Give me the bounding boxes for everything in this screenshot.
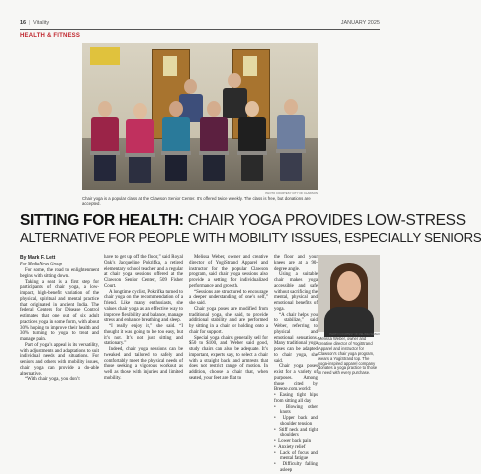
article-paragraph: “A chair helps you to stabilize,” said Weber, referring to physical and emotional sensations. Many traditional yoga poses can be adapted to chair yoga, she said. <box>274 312 318 364</box>
photo-person <box>236 101 268 187</box>
photo-person <box>88 101 122 186</box>
article-column-4 <box>274 255 318 474</box>
headline-light-1: CHAIR YOGA PROVIDES LOW-STRESS <box>187 212 466 229</box>
article-paragraph: “Sessions are structured to encourage a deeper understanding of one’s self,” she said. <box>189 289 268 306</box>
article-paragraph: “I really enjoy it,” she said. “I thought it was going to be too easy, but it’s not. It’s not just sitting and stationary.” <box>104 324 183 347</box>
list-item: • Stiff neck and tight shoulders <box>274 428 318 440</box>
header-separator: | <box>29 20 31 26</box>
byline-organization: For MediaNews Group <box>20 261 62 266</box>
photo-person <box>274 99 308 187</box>
list-item: • Lack of focus and mental fatigue <box>274 451 318 463</box>
headline-bold: SITTING FOR HEALTH: <box>20 212 184 229</box>
article-paragraph: the floor and your knees are at a 90-degree angle. <box>274 255 318 272</box>
issue-date: JANUARY 2025 <box>340 20 380 26</box>
article-paragraph: Chair yoga poses exist for a variety of purposes. Among those cited by Breeze.com.world: <box>274 364 318 393</box>
article-paragraph: Taking a seat is a first step for participants of chair yoga, a low-impact, high-benefit variation of the physical, spiritual and mental practice that originated in ancient India. The federal Centers for Disease Control estimates that one out of six adult practices yoga in some form, with about 30% hoping to improve their health and 30% turning to yoga to treat and manage pain. <box>20 279 99 342</box>
article-paragraph: “With chair yoga, you don’t <box>25 377 80 383</box>
article-paragraph: have to get up off the floor,” said Royal Oak’s Jacqueline Pokrifka, a retired elementary school teacher and a regular at chair yoga sessions offered at the Clawson Senior Center, 509 Fisher Court. <box>104 255 183 289</box>
article-paragraph: A longtime cyclist, Pokrifka turned to chair yoga on the recommendation of a friend. Like many enthusiasts, she values chair yoga as an effective way to improve flexibility and balance, manage stress and enhance breathing and sleep. <box>104 289 183 324</box>
list-item: • Difficulty falling asleep <box>274 462 318 474</box>
pose-list <box>274 405 318 474</box>
article-paragraph: Melissa Weber, owner and creative director of YogiStrand Apparel and instructor for the popular Clawson program, said chair yoga sessions also provide a setting for individualized performance and growth. <box>189 255 268 289</box>
page-number: 16 <box>20 20 27 26</box>
headline-line-1 <box>20 212 466 229</box>
article-paragraph: Using a suitable chair makes yoga accessible and safe without sacrificing the mental, physical and emotional benefits of yoga. <box>274 272 319 312</box>
byline <box>20 255 100 267</box>
photo-credit: PHOTO COURTESY CITY OF CLAWSON <box>265 191 318 195</box>
headshot-caption: Melissa Weber, owner and creative director of YogiStrand Apparel and instructor for Clawson’s chair yoga program, wears a YogiStrand top. The yoga-inspired apparel company donates a yoga practice to those in need with every purchase. <box>318 336 378 376</box>
list-item: • Upper back and shoulder tension <box>274 416 318 428</box>
article-paragraph: Chair yoga poses are modified from traditional yoga, she said, to provide additional stability and are performed by sitting in a chair or holding onto a chair for support. <box>189 306 268 335</box>
article-column-1 <box>20 268 99 383</box>
page-header <box>20 20 380 28</box>
article-bullet: • Easing tight hips from sitting all day <box>274 393 318 404</box>
list-item: • Anxiety relief <box>274 445 318 451</box>
header-rule <box>20 29 380 30</box>
article-paragraph: For some, the road to enlightenment begins with sitting down. <box>20 268 99 279</box>
list-item: • Blowing other knots <box>274 405 318 417</box>
article-paragraph: Indeed, chair yoga sessions can be tweaked and tailored to safely and comfortably meet the physical needs of those seeking a vigorous workout as well as those with injuries and limited mobility. <box>104 347 183 381</box>
headshot-face <box>337 271 361 301</box>
byline-author: By Mark F. Lett <box>20 255 56 261</box>
photo-person <box>124 103 156 187</box>
melissa-weber-headshot <box>318 255 380 332</box>
headshot-credit: PHOTO COURTESY OF MELISSA WEBER <box>329 333 380 336</box>
publication-name: Vitality <box>33 20 50 26</box>
article-paragraph: Special yoga chairs generally sell for $50 to $100, and Weber said good, study chairs can also be adequate. It’s important, experts say, to select a chair with a straight back and armrests that does not restrict range of motion. In addition, choose a chair that, when seated, your feet are flat to <box>189 335 268 381</box>
headline-light-2: ALTERNATIVE FOR PEOPLE WITH MOBILITY ISSUES, ESPECIALLY SENIORS <box>20 230 481 245</box>
list-item: • Lower back pain <box>274 439 318 445</box>
section-label: HEALTH & FITNESS <box>20 33 81 39</box>
headline <box>20 212 481 246</box>
article-paragraph: Part of yoga’s appeal is its versatility, with adjustments and adaptations to suit individual needs and situations. For seniors and others with mobility issues, chair yoga can provide a do-able alternative. <box>20 342 99 377</box>
chair-yoga-class-photo <box>82 43 318 190</box>
photo-wall-sign <box>90 47 120 65</box>
article-column-2 <box>104 255 183 382</box>
photo-caption: Chair yoga is a popular class at the Clawson Senior Center. It’s offered twice weekly. The class is free, but donations are accepted. <box>82 196 311 207</box>
article-column-3 <box>189 255 268 382</box>
photo-person <box>160 101 192 187</box>
photo-person <box>198 101 230 187</box>
